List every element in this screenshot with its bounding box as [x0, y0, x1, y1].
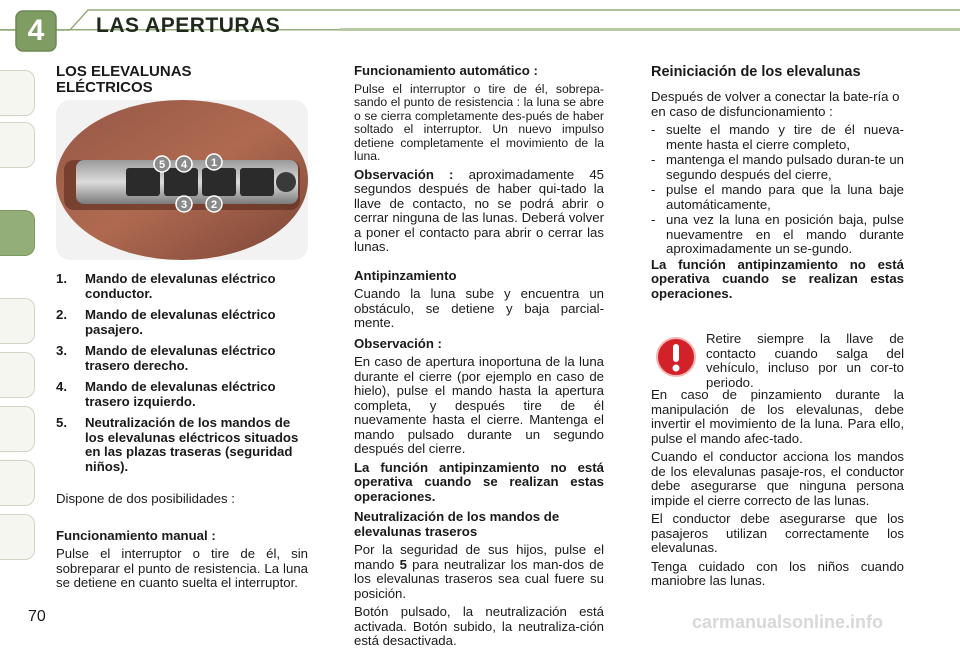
neutralization-title: Neutralización de los mandos de elevalunas traseros: [354, 509, 560, 539]
photo-label-5: 5: [158, 159, 166, 171]
observation-2-text: En caso de apertura inoportuna de la luna durante el cierre (por ejemplo en caso de hielo), pulse el mando hasta la apertura completa, y después tire de él nuevamente hasta el cierre. Mantenga el mando pulsado durante un segundo después del cierre.: [354, 354, 604, 456]
chapter-tab[interactable]: [0, 298, 35, 344]
reset-title: Reiniciación de los elevalunas: [651, 64, 861, 80]
window-switch-photo: [56, 100, 308, 260]
column-left-list: [56, 272, 312, 595]
column-right: [651, 64, 904, 305]
list-item: 2. Mando de elevalunas eléctrico pasajero.: [56, 307, 276, 337]
warning-icon: [655, 336, 697, 378]
column-middle: [354, 64, 604, 653]
watermark: carmanualsonline.info: [692, 612, 884, 632]
column-right-lower: [651, 388, 904, 593]
auto-title: Funcionamiento automático :: [354, 63, 538, 78]
page-title: LAS APERTURAS: [96, 14, 281, 37]
chapter-tab[interactable]: [0, 514, 35, 560]
auto-text: Pulse el interruptor o tire de él, sobrepa-sando el punto de resistencia : la luna se abre o se cierra completamente des-pués de haber soltado el interruptor. Un nuevo impulso detiene completamente el movimiento de la luna.: [354, 81, 604, 163]
list-item: - suelte el mando y tire de él nueva-mente hasta el cierre completo,: [651, 122, 904, 152]
reset-steps: [651, 123, 904, 257]
page-number: 70: [28, 608, 46, 625]
list-item: - mantenga el mando pulsado duran-te un segundo después del cierre,: [651, 152, 904, 182]
control-list: [56, 272, 312, 474]
anti-title: Antipinzamiento: [354, 267, 457, 283]
list-item: 5. Neutralización de los mandos de los elevalunas eléctricos situados en las plazas traseras (seguridad niños).: [56, 415, 299, 474]
manual-title: Funcionamiento manual :: [56, 527, 216, 543]
observation-1: Observación : aproximadamente 45 segundos después de haber qui-tado la llave de contacto, no se podrá abrir o cerrar ninguna de las lunas. Deberá volver a poner el contacto para abrir o cerrar las lunas.: [354, 166, 605, 254]
paragraph-1: En caso de pinzamiento durante la manipulación de los elevalunas, debe invertir el movimiento de la luna. Para ello, pulse el mando afec-tado.: [651, 387, 904, 446]
neutralization-text: Por la seguridad de sus hijos, pulse el mando 5 para neutralizar los man-dos de los elevalunas traseros sea cual fuere su posición.: [354, 542, 604, 601]
list-item: 4. Mando de elevalunas eléctrico trasero izquierdo.: [56, 379, 276, 409]
reset-intro: Después de volver a conectar la bate-ría o en caso de disfuncionamiento :: [651, 89, 900, 119]
manual-text: Pulse el interruptor o tire de él, sin sobreparar el punto de resistencia. La luna se detiene en cuanto suelta el interruptor.: [56, 546, 308, 590]
photo-label-1: 1: [210, 157, 218, 169]
section-title: LOS ELEVALUNAS ELÉCTRICOS: [56, 63, 192, 96]
column-left: [56, 64, 312, 96]
photo-label-3: 3: [180, 199, 188, 211]
paragraph-4: Tenga cuidado con los niños cuando maniobre las lunas.: [651, 558, 904, 588]
chapter-tab[interactable]: [0, 460, 35, 506]
chapter-tab[interactable]: [0, 122, 35, 168]
chapter-tab-active[interactable]: [0, 210, 35, 256]
observation-2-title: Observación :: [354, 335, 442, 351]
photo-label-2: 2: [210, 199, 218, 211]
list-item: - una vez la luna en posición baja, pulse nuevamentre en el mando durante aproximadamente un se-gundo.: [651, 212, 904, 256]
anti-text: Cuando la luna sube y encuentra un obstáculo, se detiene y baja parcial-mente.: [354, 286, 604, 330]
intro-text: Dispone de dos posibilidades :: [56, 491, 235, 506]
list-item: 1. Mando de elevalunas eléctrico conductor.: [56, 271, 276, 301]
neutralization-text-2: Botón pulsado, la neutralización está activada. Botón subido, la neutraliza-ción está desactivada.: [354, 604, 604, 648]
photo-label-4: 4: [180, 159, 188, 171]
paragraph-3: El conductor debe asegurarse que los pasajeros utilizan correctamente los elevalunas.: [651, 511, 904, 555]
observation-2-note: La función antipinzamiento no está operativa cuando se realizan estas operaciones.: [354, 459, 604, 504]
chapter-number: 4: [27, 14, 45, 47]
chapter-tab[interactable]: [0, 406, 35, 452]
warning-text: Retire siempre la llave de contacto cuando salga del vehículo, incluso por un cor-to periodo.: [706, 331, 904, 390]
list-item: 3. Mando de elevalunas eléctrico trasero derecho.: [56, 343, 276, 373]
reset-note: La función antipinzamiento no está operativa cuando se realizan estas operaciones.: [651, 256, 904, 301]
chapter-tab[interactable]: [0, 352, 35, 398]
paragraph-2: Cuando el conductor acciona los mandos de los elevalunas pasaje-ros, el conductor debe asegurarse que ninguna persona impide el cierre correcto de las lunas.: [651, 449, 904, 508]
chapter-tab[interactable]: [0, 70, 35, 116]
chapter-tabs: [0, 60, 40, 580]
list-item: - pulse el mando para que la luna baje automáticamente,: [651, 182, 904, 212]
